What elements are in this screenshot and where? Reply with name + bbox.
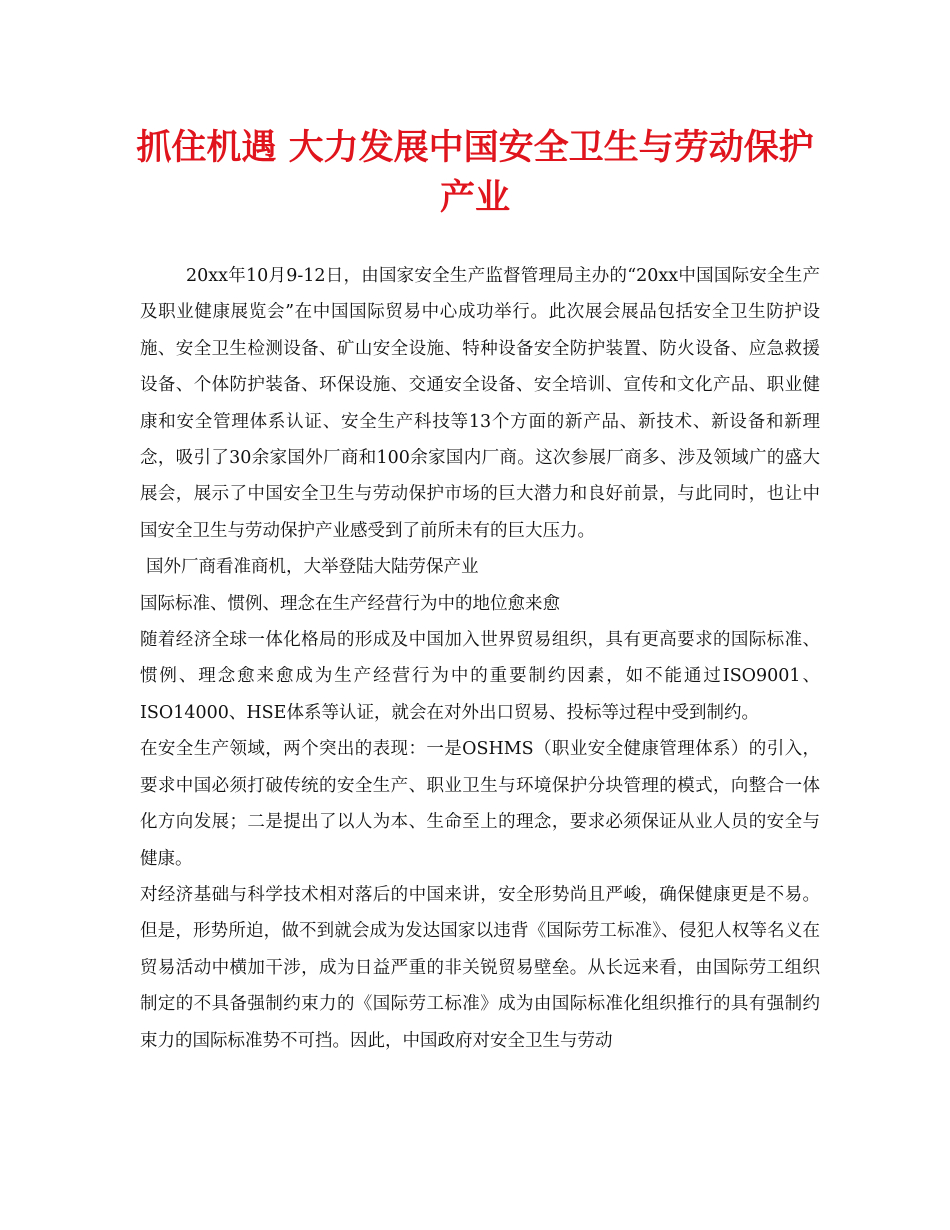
section-heading: 国外厂商看准商机，大举登陆大陆劳保产业 [146,557,479,578]
intro-paragraph: 20xx年10月9-12日，由国家安全生产监督管理局主办的“20xx中国国际安全生产及职业健康展览会”在中国国际贸易中心成功举行。此次展会展品包括安全卫生防护设施、安全卫生检测设备、矿山安全设施、特种设备安全防护装置、防火设备、应急救援设备、个体防护装备、环保设施、交通安全设备、安全培训、宣传和文化产品、职业健康和安全管理体系认证、安全生产科技等13个方面的新产品、新技术、新设备和新理念，吸引了30余家国外厂商和100余家国内厂商。这次参展厂商多、涉及领域广的盛大展会，展示了中国安全卫生与劳动保护市场的巨大潜力和良好前景，与此同时，也让中国安全卫生与劳动保护产业感受到了前所未有的巨大压力。 [140,266,820,541]
document-title-line-2: 产业 [439,178,510,218]
document-title-line-1: 抓住机遇 大力发展中国安全卫生与劳动保护 [136,128,814,168]
subsection-heading: 国际标准、惯例、理念在生产经营行为中的地位愈来愈 [140,593,560,614]
document-body [140,258,820,1059]
body-paragraph: 随着经济全球一体化格局的形成及中国加入世界贸易组织，具有更高要求的国际标准、惯例、理念愈来愈成为生产经营行为中的重要制约因素，如不能通过ISO9001、ISO14000、HSE体系等认证，就会在对外出口贸易、投标等过程中受到制约。 [140,630,820,723]
body-paragraph: 对经济基础与科学技术相对落后的中国来讲，安全形势尚且严峻，确保健康更是不易。但是，形势所迫，做不到就会成为发达国家以违背《国际劳工标准》、侵犯人权等名义在贸易活动中横加干涉，成为日益严重的非关锐贸易壁垒。从长远来看，由国际劳工组织制定的不具备强制约束力的《国际劳工标准》成为由国际标准化组织推行的具有强制约束力的国际标准势不可挡。因此，中国政府对安全卫生与劳动 [140,884,820,1051]
body-paragraph: 在安全生产领域，两个突出的表现：一是OSHMS（职业安全健康管理体系）的引入，要求中国必须打破传统的安全生产、职业卫生与环境保护分块管理的模式，向整合一体化方向发展；二是提出了以人为本、生命至上的理念，要求必须保证从业人员的安全与健康。 [140,739,820,869]
